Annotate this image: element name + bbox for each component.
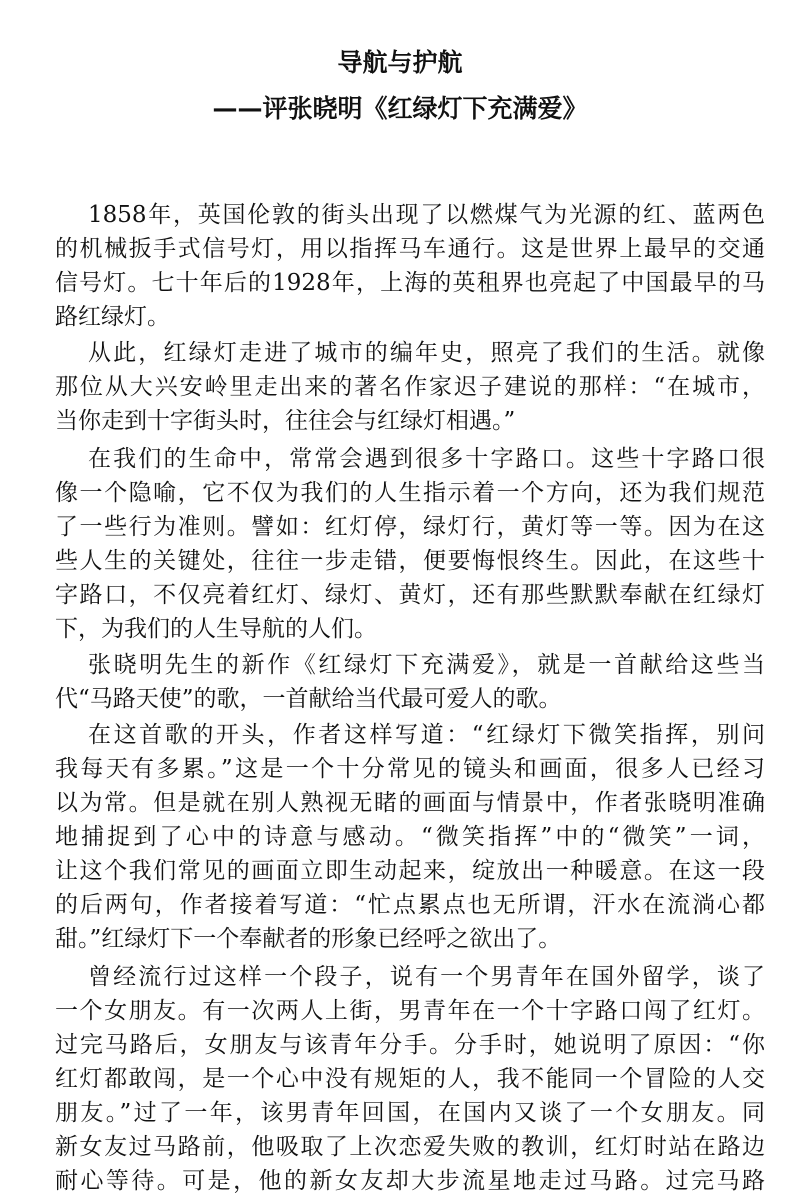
text-line: 让这个我们常见的画面立即生动起来，绽放出一种暖意。在这一段 (55, 858, 765, 884)
text-line: 红灯都敢闯，是一个心中没有规矩的人，我不能同一个冒险的人交 (55, 1066, 765, 1092)
text-line: 新女友过马路前，他吸取了上次恋爱失败的教训，红灯时站在路边 (55, 1134, 765, 1160)
text-line: 曾经流行过这样一个段子，说有一个男青年在国外留学，谈了 (88, 964, 765, 990)
page-subtitle: ——评张晓明《红绿灯下充满爱》 (212, 94, 588, 123)
text-line: 1858年，英国伦敦的街头出现了以燃煤气为光源的红、蓝两色 (88, 202, 765, 228)
text-line: 在这首歌的开头，作者这样写道：“红绿灯下微笑指挥，别问 (88, 722, 765, 748)
text-line: 朋友。”过了一年，该男青年回国，在国内又谈了一个女朋友。同 (55, 1100, 765, 1126)
text-line: 了一些行为准则。譬如：红灯停，绿灯行，黄灯等一等。因为在这 (55, 514, 765, 540)
text-line: 的机械扳手式信号灯，用以指挥马车通行。这是世界上最早的交通 (55, 236, 765, 262)
text-line: 地捕捉到了心中的诗意与感动。“微笑指挥”中的“微笑”一词， (55, 824, 765, 850)
text-line: 的后两句，作者接着写道：“忙点累点也无所谓，汗水在流淌心都 (55, 892, 765, 918)
text-line: 路红绿灯。 (55, 304, 170, 330)
text-line: 从此，红绿灯走进了城市的编年史，照亮了我们的生活。就像 (88, 340, 765, 366)
text-line: 些人生的关键处，往往一步走错，便要悔恨终生。因此，在这些十 (55, 548, 765, 574)
page-title: 导航与护航 (337, 48, 463, 77)
text-line: 信号灯。七十年后的1928年，上海的英租界也亮起了中国最早的马 (55, 270, 765, 296)
text-line: 过完马路后，女朋友与该青年分手。分手时，她说明了原因：“你 (55, 1032, 765, 1058)
text-line: 像一个隐喻，它不仅为我们的人生指示着一个方向，还为我们规范 (55, 480, 765, 506)
text-line: 一个女朋友。有一次两人上街，男青年在一个十字路口闯了红灯。 (55, 998, 765, 1024)
text-line: 甜。”红绿灯下一个奉献者的形象已经呼之欲出了。 (55, 926, 562, 952)
text-line: 以为常。但是就在别人熟视无睹的画面与情景中，作者张晓明准确 (55, 790, 765, 816)
text-line: 我每天有多累。”这是一个十分常见的镜头和画面，很多人已经习 (55, 756, 765, 782)
text-line: 在我们的生命中，常常会遇到很多十字路口。这些十字路口很 (88, 446, 765, 472)
text-line: 当你走到十字街头时，往往会与红绿灯相遇。” (55, 408, 516, 434)
text-line: 耐心等待。可是，他的新女友却大步流星地走过马路。过完马路 (55, 1168, 765, 1194)
text-line: 下，为我们的人生导航的人们。 (55, 616, 377, 642)
text-line: 那位从大兴安岭里走出来的著名作家迟子建说的那样：“在城市， (55, 374, 765, 400)
text-line: 代“马路天使”的歌，一首献给当代最可爱人的歌。 (55, 686, 562, 712)
text-line: 张晓明先生的新作《红绿灯下充满爱》，就是一首献给这些当 (88, 652, 765, 678)
text-line: 字路口，不仅亮着红灯、绿灯、黄灯，还有那些默默奉献在红绿灯 (55, 582, 765, 608)
